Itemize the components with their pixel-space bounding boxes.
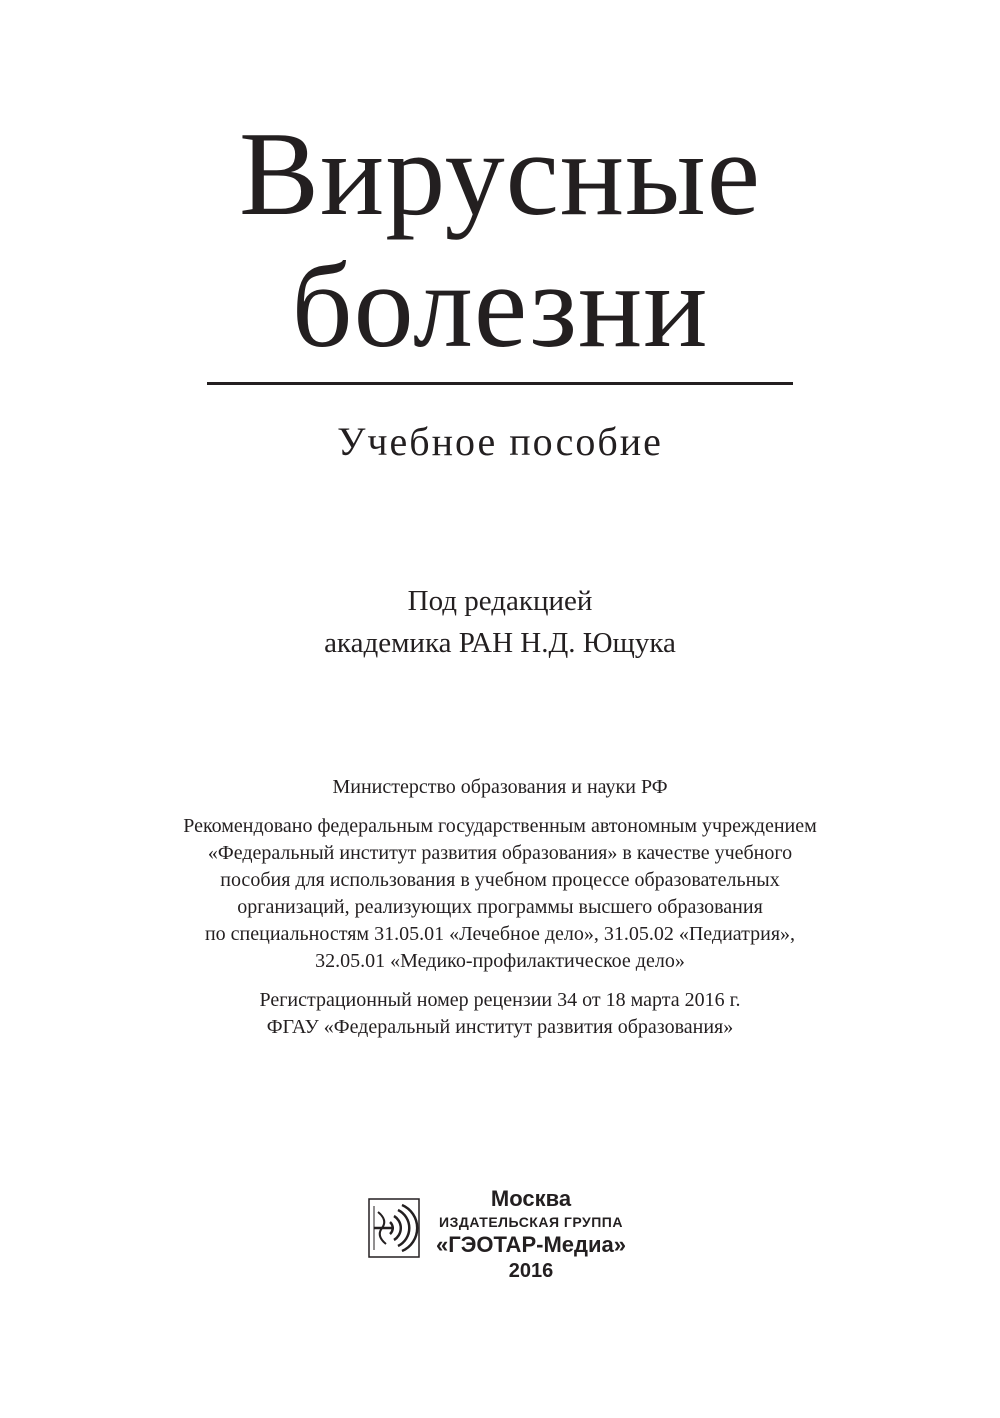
editor-credit (0, 580, 1000, 664)
ministry-line: Министерство образования и науки РФ (332, 776, 668, 798)
subtitle: Учебное пособие (337, 419, 663, 464)
publication-year: 2016 (508, 1260, 554, 1282)
institute-line: ФГАУ «Федеральный институт развития образования» (266, 1016, 734, 1038)
publisher-name: «ГЭОТАР-Медиа» (436, 1232, 626, 1257)
editor-line-2: академика РАН Н.Д. Ющука (324, 627, 676, 659)
geotar-logo-icon (368, 1198, 420, 1258)
recommendation-line: организаций, реализующих программы высшего образования (237, 896, 763, 918)
title-line-1: Вирусные (238, 107, 762, 240)
registration-line: Регистрационный номер рецензии 34 от 18 марта 2016 г. (259, 989, 741, 1011)
recommendation-line: «Федеральный институт развития образования» в качестве учебного (207, 842, 793, 864)
publisher-text (424, 1186, 638, 1284)
recommendation-line: Рекомендовано федеральным государственным автономным учреждением (183, 815, 817, 837)
recommendation-line: пособия для использования в учебном процессе образовательных (220, 869, 780, 891)
publisher-group: ИЗДАТЕЛЬСКАЯ ГРУППА (439, 1214, 623, 1230)
editor-line-1: Под редакцией (407, 585, 593, 617)
recommendation-block (0, 774, 1000, 1041)
recommendation-line: 32.05.01 «Медико-профилактическое дело» (315, 950, 685, 972)
title-divider (207, 382, 793, 385)
book-title (0, 108, 1000, 372)
recommendation-line: по специальностям 31.05.01 «Лечебное дело», 31.05.02 «Педиатрия», (204, 923, 796, 945)
publisher-block (368, 1186, 638, 1286)
publisher-city: Москва (490, 1186, 572, 1211)
title-line-2: болезни (291, 239, 709, 372)
